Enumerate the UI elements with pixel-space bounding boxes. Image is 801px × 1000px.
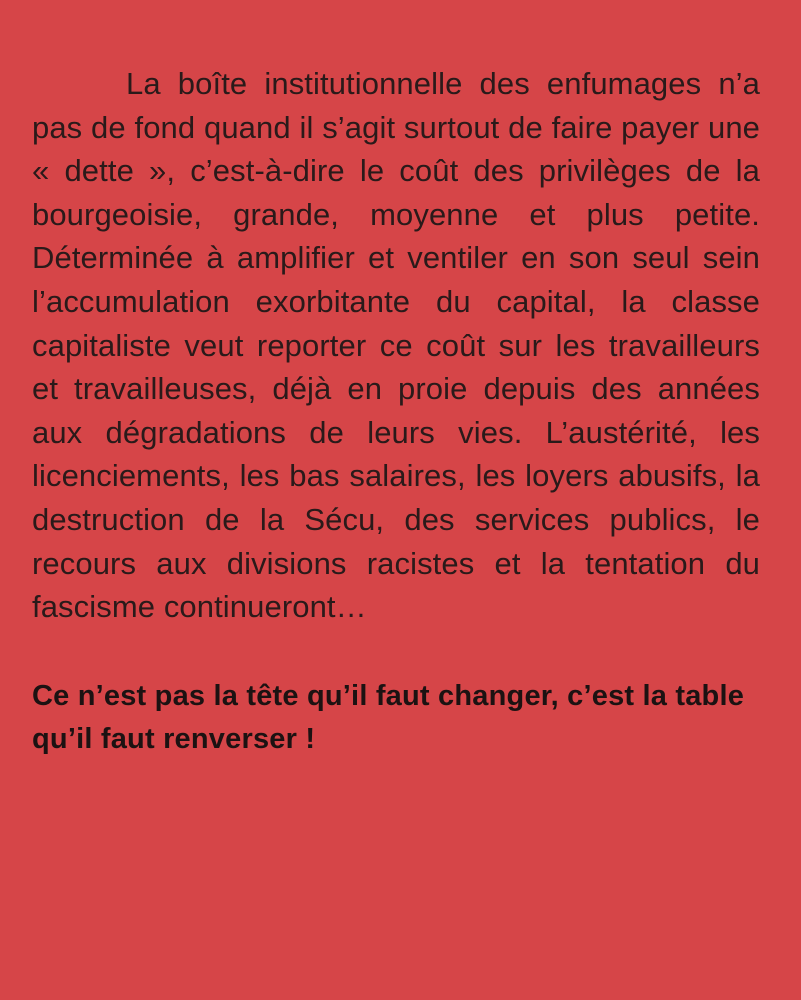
body-paragraph: La boîte institutionnelle des enfumages n’a pas de fond quand il s’agit surtout de faire payer une « dette », c’est-à-dire le coût des privilèges de la bourgeoisie, grande, moyenne et plus petite. Déterminée à amplifier et ventiler en son seul sein l’accumulation exorbitante du capital, la classe capitaliste veut reporter ce coût sur les travailleurs et travailleuses, déjà en proie depuis des années aux dégradations de leurs vies. L’austérité, les licenciements, les bas salaires, les loyers abusifs, la destruction de la Sécu, des services publics, le recours aux divisions racistes et la tentation du fascisme continueront… xyxy=(32,66,760,625)
document-page xyxy=(32,62,760,761)
slogan-heading: Ce n’est pas la tête qu’il faut changer, c’est la table qu’il faut renverser ! xyxy=(32,679,745,755)
